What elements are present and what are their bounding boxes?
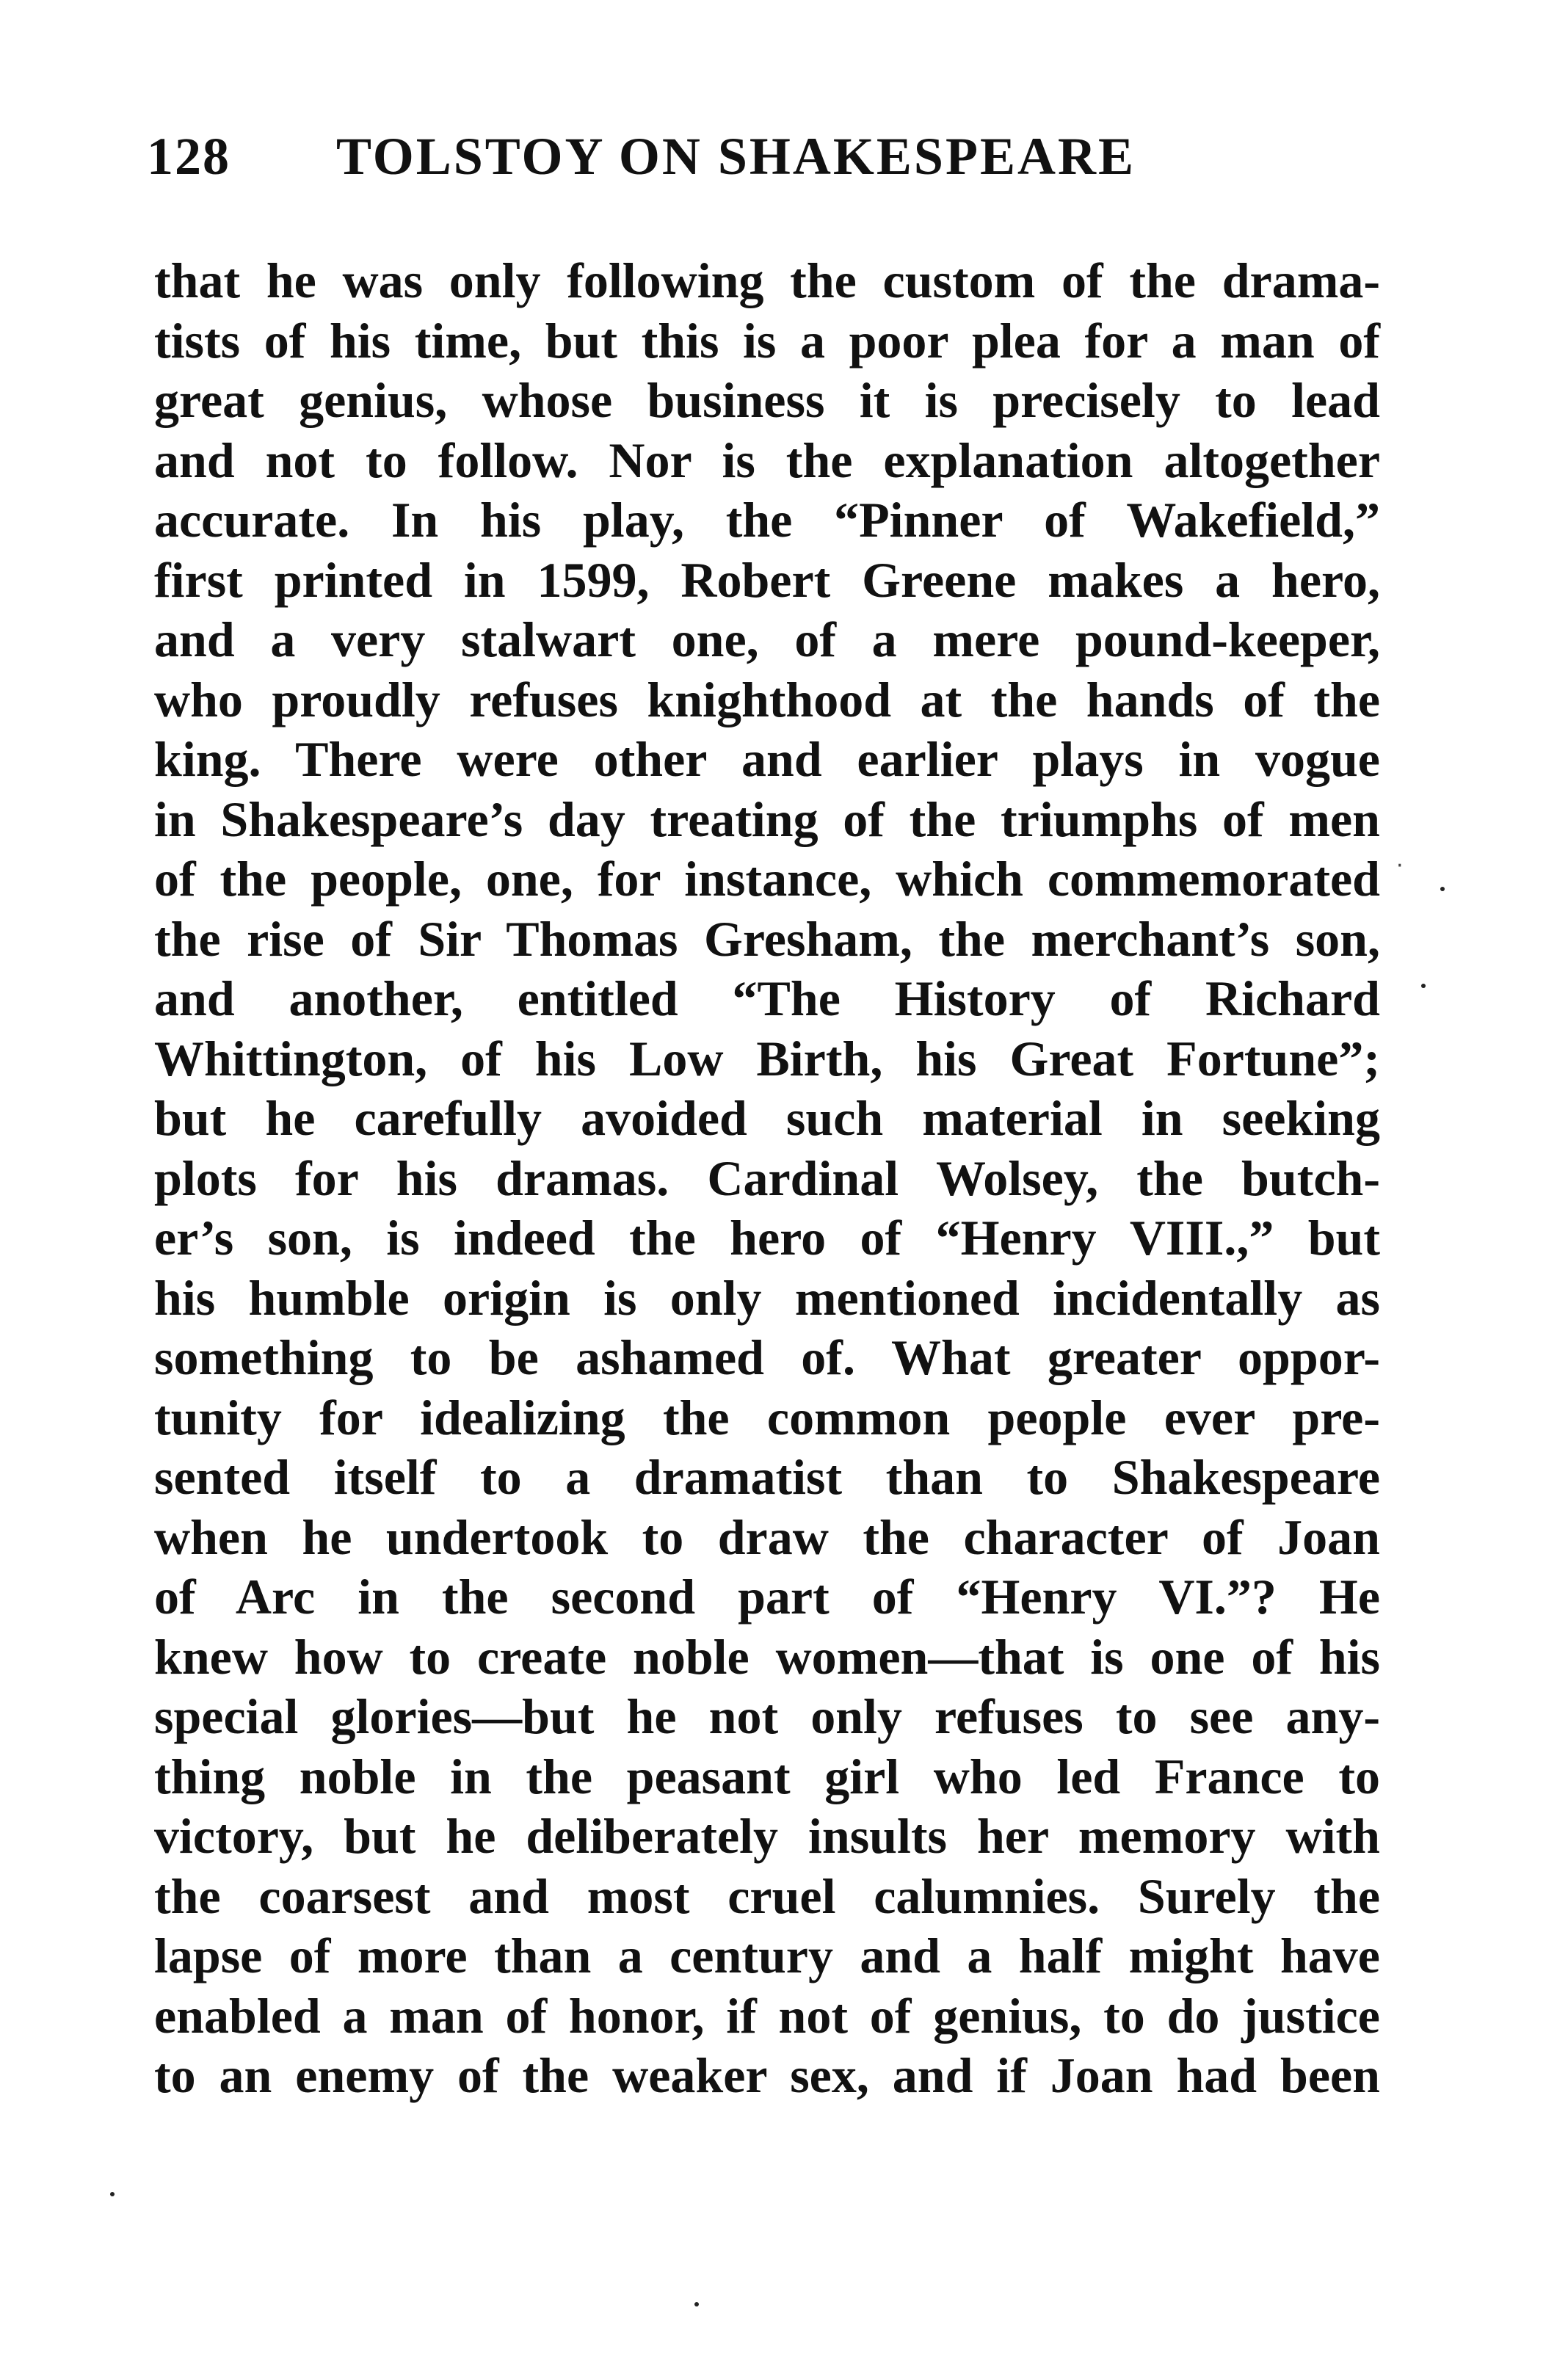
text-line: thing noble in the peasant girl who led France to	[154, 1748, 1380, 1804]
page-number: 128	[147, 127, 231, 186]
text-line: who proudly refuses knighthood at the hands of the	[154, 671, 1380, 727]
ink-speck	[1440, 887, 1445, 891]
text-line: lapse of more than a century and a half might have	[154, 1928, 1380, 1983]
text-line: that he was only following the custom of the drama-	[154, 253, 1380, 308]
text-line: tists of his time, but this is a poor plea for a man of	[154, 312, 1380, 369]
text-line: the rise of Sir Thomas Gresham, the merchant’s son,	[154, 910, 1380, 967]
text-line: in Shakespeare’s day treating of the triumphs of men	[154, 791, 1380, 847]
text-line: knew how to create noble women—that is one of his	[154, 1628, 1380, 1685]
ink-speck	[110, 2192, 115, 2196]
text-line: of Arc in the second part of “Henry VI.”? He	[154, 1569, 1380, 1625]
text-line: but he carefully avoided such material in seeking	[154, 1090, 1380, 1146]
text-line: something to be ashamed of. What greater oppor-	[154, 1329, 1380, 1385]
text-line: tunity for idealizing the common people ever pre-	[154, 1389, 1380, 1445]
text-line: sented itself to a dramatist than to Shakespeare	[154, 1449, 1380, 1505]
body-text	[154, 251, 1380, 2106]
text-line: enabled a man of honor, if not of genius, to do justice	[154, 1987, 1380, 2044]
text-line: to an enemy of the weaker sex, and if Joan had been	[154, 2047, 1380, 2103]
page-header	[147, 116, 1380, 197]
text-line: accurate. In his play, the “Pinner of Wakefield,”	[154, 492, 1380, 548]
ink-speck	[1421, 984, 1426, 988]
text-line: great genius, whose business it is precisely to lead	[154, 372, 1380, 428]
text-line: and a very stalwart one, of a mere pound-keeper,	[154, 611, 1380, 667]
text-line: of the people, one, for instance, which commemorated	[154, 851, 1380, 907]
text-line: first printed in 1599, Robert Greene makes a hero,	[154, 551, 1380, 608]
running-head: TOLSTOY ON SHAKESPEARE	[336, 127, 1136, 186]
text-line: Whittington, of his Low Birth, his Great Fortune”;	[154, 1030, 1380, 1086]
text-line: special glories—but he not only refuses to see any-	[154, 1688, 1380, 1744]
text-line: victory, but he deliberately insults her memory with	[154, 1808, 1380, 1864]
text-line: his humble origin is only mentioned incidentally as	[154, 1269, 1380, 1326]
text-line: er’s son, is indeed the hero of “Henry VIII.,” but	[154, 1210, 1380, 1266]
ink-speck	[694, 2302, 699, 2306]
text-line: king. There were other and earlier plays in vogue	[154, 731, 1380, 787]
text-line: and not to follow. Nor is the explanation altogether	[154, 432, 1380, 488]
margin-mark: ·	[1396, 853, 1404, 879]
text-line: the coarsest and most cruel calumnies. Surely the	[154, 1867, 1380, 1924]
text-line: plots for his dramas. Cardinal Wolsey, the butch-	[154, 1150, 1380, 1206]
text-line: when he undertook to draw the character of Joan	[154, 1509, 1380, 1565]
text-line: and another, entitled “The History of Richard	[154, 970, 1380, 1026]
